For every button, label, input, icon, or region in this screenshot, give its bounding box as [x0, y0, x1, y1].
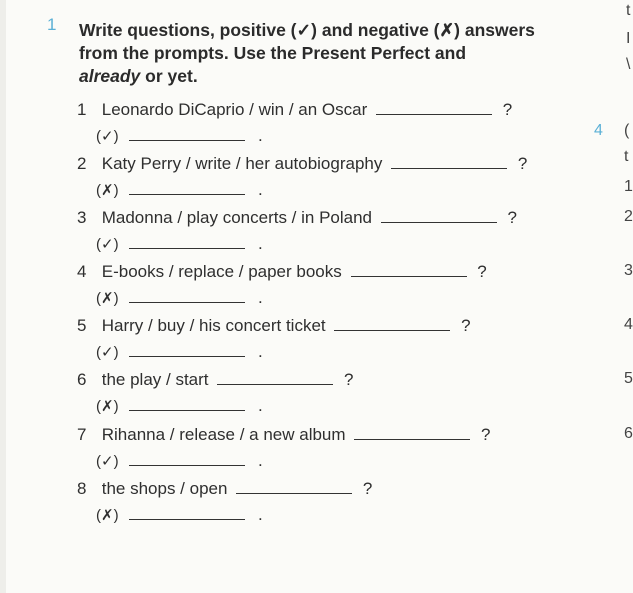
answer-mark: (✓)	[96, 344, 119, 361]
question-answer-blank[interactable]	[354, 425, 470, 440]
item-prompt: the shops / open	[101, 479, 228, 498]
item-prompt: the play / start	[101, 370, 209, 389]
question-line	[77, 478, 557, 500]
margin-fragment: 4	[624, 316, 633, 333]
item-number: 3	[77, 208, 87, 227]
answer-line	[77, 450, 557, 472]
answer-line	[77, 504, 557, 526]
question-answer-blank[interactable]	[391, 154, 507, 169]
question-answer-blank[interactable]	[236, 479, 352, 494]
period: .	[258, 126, 263, 145]
margin-fragment: I	[626, 30, 631, 47]
margin-fragment: (	[624, 122, 630, 139]
margin-fragment: \	[626, 56, 631, 73]
instruction-italic-already: already	[79, 66, 141, 86]
exercise-instruction	[79, 19, 579, 88]
instruction-line-3	[79, 65, 579, 88]
question-line	[77, 369, 557, 391]
period: .	[258, 451, 263, 470]
item-prompt: Madonna / play concerts / in Poland	[101, 208, 373, 227]
answer-blank[interactable]	[129, 234, 245, 249]
instruction-line-3-rest: or yet.	[140, 66, 198, 86]
question-mark: ?	[507, 208, 517, 227]
period: .	[258, 180, 263, 199]
period: .	[258, 342, 263, 361]
instruction-line-2: from the prompts. Use the Present Perfect and	[79, 43, 467, 63]
exercise-item	[77, 424, 557, 472]
item-number: 1	[77, 100, 87, 119]
adjacent-exercise-number: 4	[594, 122, 603, 139]
question-line	[77, 424, 557, 446]
period: .	[258, 505, 263, 524]
item-number: 6	[77, 370, 87, 389]
answer-mark: (✓)	[96, 453, 119, 470]
answer-line	[77, 233, 557, 255]
exercise-item	[77, 207, 557, 255]
answer-line	[77, 125, 557, 147]
question-answer-blank[interactable]	[351, 262, 467, 277]
question-mark: ?	[481, 425, 491, 444]
question-answer-blank[interactable]	[334, 316, 450, 331]
item-number: 7	[77, 425, 87, 444]
period: .	[258, 396, 263, 415]
item-prompt: Leonardo DiCaprio / win / an Oscar	[101, 100, 368, 119]
question-answer-blank[interactable]	[381, 208, 497, 223]
answer-mark: (✓)	[96, 236, 119, 253]
question-line	[77, 207, 557, 229]
answer-line	[77, 341, 557, 363]
margin-fragment: t	[626, 2, 631, 19]
question-line	[77, 99, 557, 121]
margin-fragment: 6	[624, 425, 633, 442]
instruction-line-1: Write questions, positive (✓) and negative (✗) answers	[79, 20, 535, 40]
answer-blank[interactable]	[129, 180, 245, 195]
question-line	[77, 153, 557, 175]
answer-mark: (✗)	[96, 507, 119, 524]
question-answer-blank[interactable]	[376, 100, 492, 115]
answer-blank[interactable]	[129, 288, 245, 303]
question-line	[77, 261, 557, 283]
exercise-item	[77, 315, 557, 363]
answer-blank[interactable]	[129, 451, 245, 466]
exercise-item	[77, 261, 557, 309]
adjacent-column-fragment	[590, 0, 633, 593]
exercise-item	[77, 99, 557, 147]
item-number: 8	[77, 479, 87, 498]
item-number: 4	[77, 262, 87, 281]
margin-fragment: 3	[624, 262, 633, 279]
item-prompt: E-books / replace / paper books	[101, 262, 342, 281]
question-mark: ?	[461, 316, 471, 335]
item-number: 2	[77, 154, 87, 173]
period: .	[258, 234, 263, 253]
answer-line	[77, 395, 557, 417]
answer-line	[77, 179, 557, 201]
question-answer-blank[interactable]	[217, 370, 333, 385]
answer-mark: (✗)	[96, 398, 119, 415]
answer-blank[interactable]	[129, 505, 245, 520]
margin-fragment: 1	[624, 178, 633, 195]
margin-fragment: 5	[624, 370, 633, 387]
period: .	[258, 288, 263, 307]
question-line	[77, 315, 557, 337]
question-mark: ?	[517, 154, 528, 173]
answer-mark: (✓)	[96, 128, 119, 145]
answer-mark: (✗)	[96, 182, 119, 199]
answer-blank[interactable]	[129, 396, 245, 411]
answer-blank[interactable]	[129, 126, 245, 141]
item-prompt: Harry / buy / his concert ticket	[101, 316, 326, 335]
answer-mark: (✗)	[96, 290, 119, 307]
exercise-item	[77, 478, 557, 526]
margin-fragment: 2	[624, 208, 633, 225]
exercise-number: 1	[47, 15, 57, 34]
item-prompt: Katy Perry / write / her autobiography	[101, 154, 383, 173]
question-mark: ?	[343, 370, 354, 389]
exercise-item	[77, 369, 557, 417]
answer-blank[interactable]	[129, 342, 245, 357]
question-mark: ?	[362, 479, 373, 498]
exercise-item	[77, 153, 557, 201]
page-edge	[0, 0, 6, 593]
answer-line	[77, 287, 557, 309]
margin-fragment: t	[624, 148, 629, 165]
item-prompt: Rihanna / release / a new album	[101, 425, 346, 444]
question-mark: ?	[477, 262, 487, 281]
question-mark: ?	[502, 100, 513, 119]
item-number: 5	[77, 316, 87, 335]
